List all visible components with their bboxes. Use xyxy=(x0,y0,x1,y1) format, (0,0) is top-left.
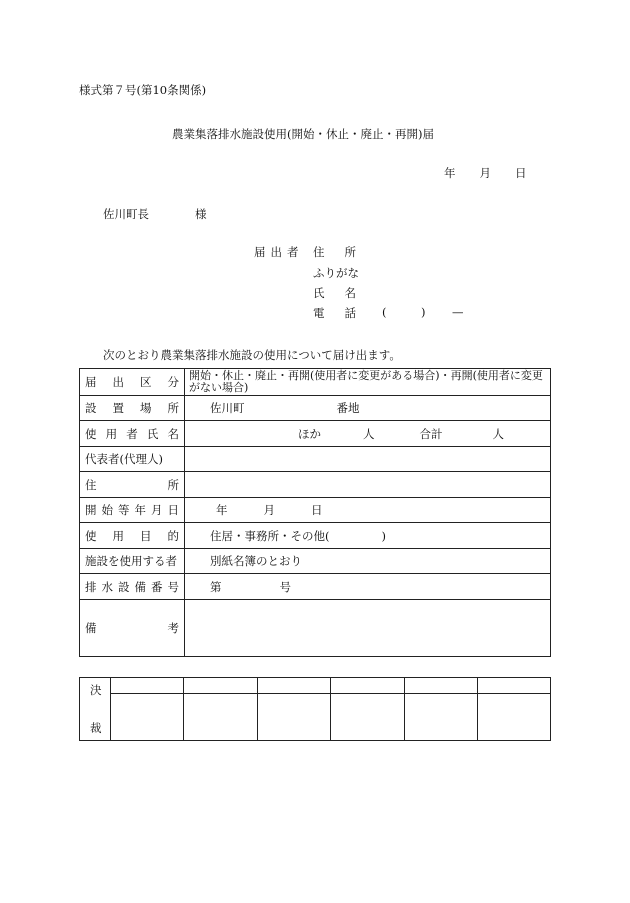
applicant-label: 届出者 xyxy=(254,245,304,259)
type-label-cell xyxy=(80,369,185,396)
addressee-name: 佐川町長 xyxy=(103,207,149,221)
applicant-phone-label: 電話 xyxy=(313,306,376,320)
row-location xyxy=(80,396,551,421)
row-start-date xyxy=(80,498,551,523)
address-value xyxy=(185,472,551,498)
equip-label: 排 水 設 備 番 号 xyxy=(85,579,179,594)
approval-stamp-5 xyxy=(405,694,478,741)
remarks-label: 備 考 xyxy=(85,621,179,635)
user-label-cell xyxy=(80,421,185,447)
form-title: 農業集落排水施設使用(開始・休止・廃止・再開)届 xyxy=(172,127,434,141)
type-label: 届 出 区 分 xyxy=(85,375,179,389)
purpose-label: 使 用 目 的 xyxy=(85,528,179,543)
address-label: 住 所 xyxy=(85,477,179,492)
approval-stamp-1 xyxy=(111,694,184,741)
purpose-label-cell xyxy=(80,523,185,549)
start-month: 月 xyxy=(263,503,275,517)
approval-header-5 xyxy=(405,678,478,694)
approval-stamp-3 xyxy=(258,694,331,741)
row-remarks xyxy=(80,600,551,657)
date-month: 月 xyxy=(479,166,491,180)
intro-text: 次のとおり農業集落排水施設の使用について届け出ます。 xyxy=(103,348,401,362)
phone-open-paren: ( xyxy=(382,305,387,319)
rep-value xyxy=(185,447,551,472)
approval-header-1 xyxy=(111,678,184,694)
facility-user-value-cell xyxy=(185,549,551,574)
approval-label-top: 決 xyxy=(90,683,102,697)
location-label-cell xyxy=(80,396,185,421)
user-total: 合計 xyxy=(419,426,443,441)
start-value xyxy=(185,498,551,523)
location-suffix: 番地 xyxy=(336,401,360,415)
row-address xyxy=(80,472,551,498)
location-town: 佐川町 xyxy=(210,401,245,415)
form-number: 様式第７号(第10条関係) xyxy=(79,83,207,97)
user-total-persons: 人 xyxy=(492,426,504,441)
approval-row-top xyxy=(80,678,551,694)
approval-header-6 xyxy=(478,678,551,694)
address-label-cell xyxy=(80,472,185,498)
approval-stamp-4 xyxy=(331,694,405,741)
date-day: 日 xyxy=(515,166,527,180)
approval-header-3 xyxy=(258,678,331,694)
applicant-name-label: 氏名 xyxy=(313,286,376,300)
type-value: 開始・休止・廃止・再開(使用者に変更がある場合)・再開(使用者に変更がない場合) xyxy=(185,369,551,396)
purpose-close: ) xyxy=(381,528,386,543)
addressee xyxy=(103,206,207,222)
date-line xyxy=(444,165,527,181)
approval-label-cell xyxy=(80,678,111,741)
start-day: 日 xyxy=(311,503,323,517)
application-table xyxy=(79,368,551,657)
row-purpose xyxy=(80,523,551,549)
start-label: 開 始 等 年 月 日 xyxy=(85,503,179,517)
approval-row-bottom xyxy=(80,694,551,741)
purpose-value xyxy=(185,523,551,549)
approval-label-bottom: 裁 xyxy=(90,721,102,735)
approval-stamp-6 xyxy=(478,694,551,741)
equip-suffix: 号 xyxy=(279,579,291,594)
equip-label-cell xyxy=(80,574,185,600)
date-year: 年 xyxy=(444,166,456,180)
rep-label: 代表者(代理人) xyxy=(80,447,185,472)
start-label-cell xyxy=(80,498,185,523)
phone-dash: — xyxy=(452,305,464,319)
approval-header-2 xyxy=(184,678,258,694)
approval-stamp-2 xyxy=(184,694,258,741)
row-user xyxy=(80,421,551,447)
facility-user-value: 別紙名簿のとおり xyxy=(210,554,302,568)
location-label: 設 置 場 所 xyxy=(85,401,179,415)
phone-close-paren: ) xyxy=(421,305,426,319)
purpose-options: 住居・事務所・その他( xyxy=(210,528,330,543)
user-others: ほか xyxy=(298,426,321,441)
equip-value xyxy=(185,574,551,600)
user-persons: 人 xyxy=(363,426,375,441)
user-label: 使 用 者 氏 名 xyxy=(85,426,179,441)
location-value xyxy=(185,396,551,421)
applicant-address-label: 住所 xyxy=(313,245,376,259)
addressee-honorific: 様 xyxy=(195,207,207,221)
row-representative xyxy=(80,447,551,472)
equip-prefix: 第 xyxy=(210,579,222,594)
approval-table xyxy=(79,677,551,741)
user-value xyxy=(185,421,551,447)
remarks-value xyxy=(185,600,551,657)
remarks-label-cell xyxy=(80,600,185,657)
applicant-furigana-label: ふりがな xyxy=(313,266,359,280)
approval-header-4 xyxy=(331,678,405,694)
facility-user-label: 施設を使用する者 xyxy=(80,549,185,574)
start-year: 年 xyxy=(216,503,228,517)
row-equipment-number xyxy=(80,574,551,600)
row-facility-user xyxy=(80,549,551,574)
row-type xyxy=(80,369,551,396)
